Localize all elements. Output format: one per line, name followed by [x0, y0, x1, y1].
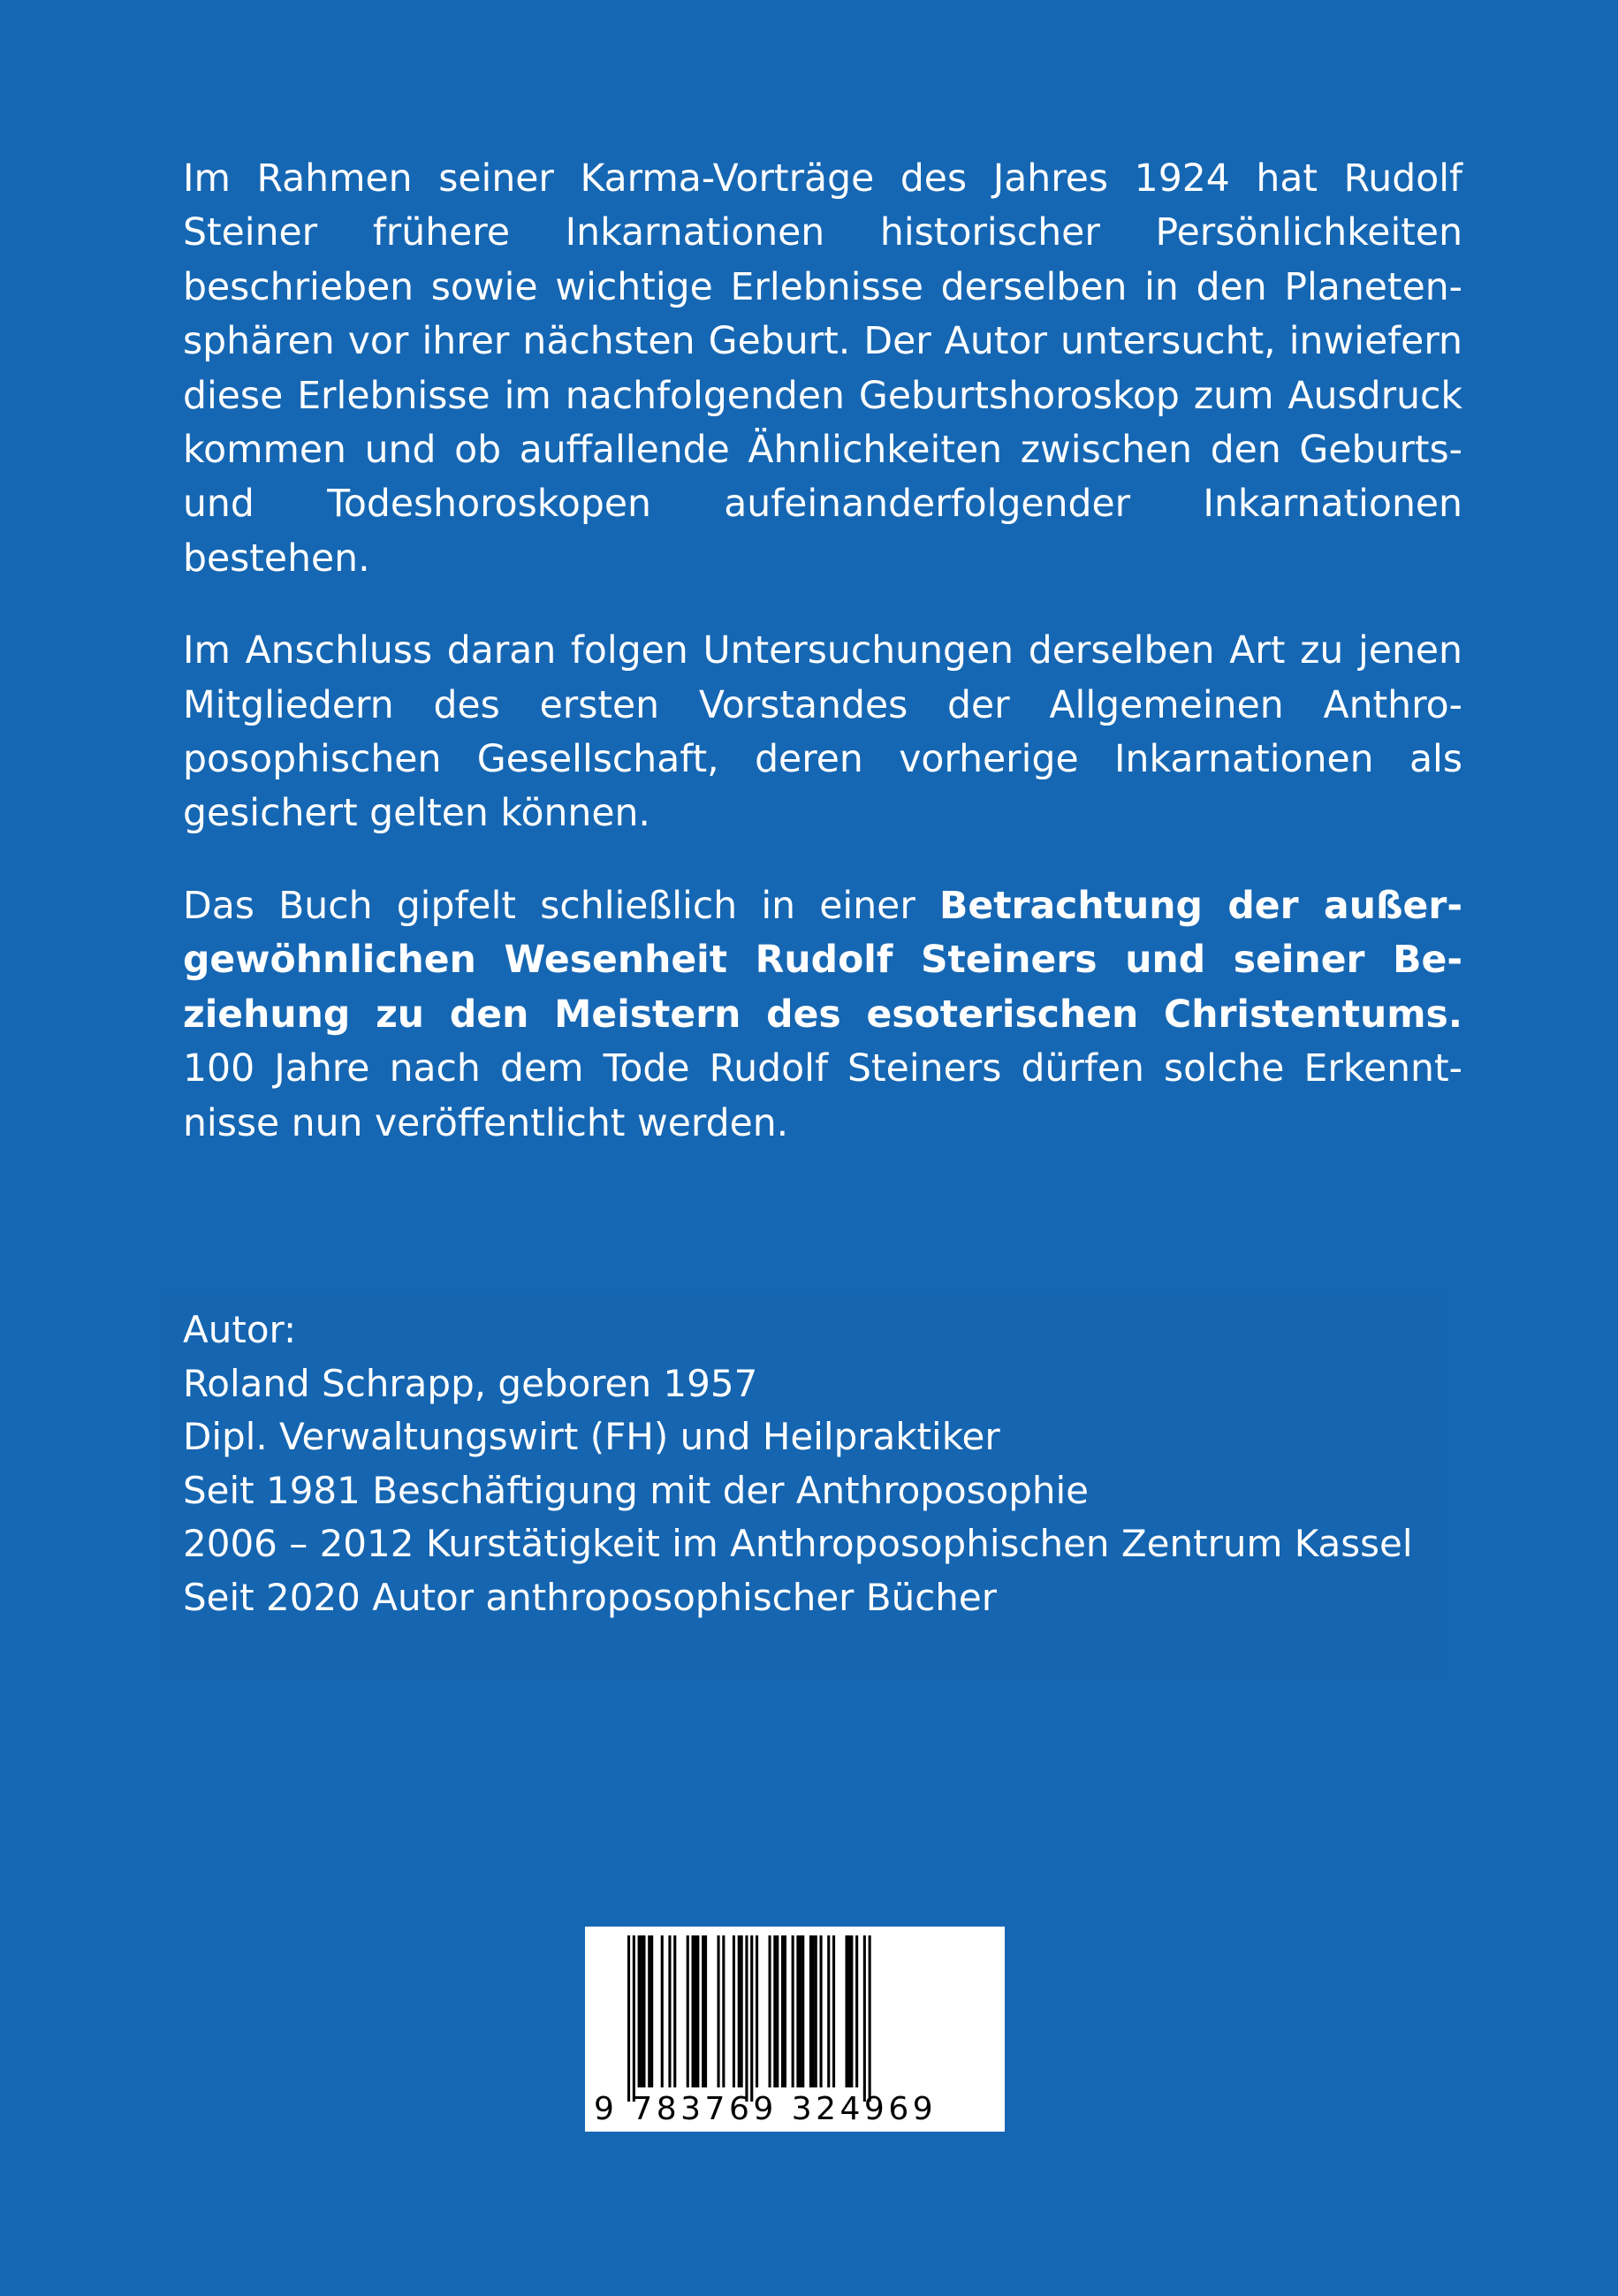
barcode-bar: [673, 1935, 676, 2087]
barcode-bar: [687, 1935, 689, 2087]
barcode-bar: [648, 1935, 650, 2087]
barcode-bar: [863, 1935, 866, 2102]
barcode-bar: [847, 1935, 850, 2087]
barcode-bar: [809, 1935, 812, 2087]
barcode-digits: 9 783769 324969: [594, 2091, 938, 2127]
barcode-bar: [784, 1935, 786, 2087]
barcode-bar: [750, 1935, 753, 2102]
barcode-bar: [846, 1935, 848, 2087]
barcode-bar: [718, 1935, 720, 2087]
barcode-bar: [815, 1935, 817, 2087]
author-line: Roland Schrapp, geboren 1957: [183, 1361, 758, 1405]
description-paragraph-1: Im Rahmen seiner Karma-Vorträge des Jahres 1924 hat Rudolf Steiner frühere Inkarnationen historischer Persönlichkeiten beschrieben sowie wichtige Erlebnisse derselben in den Planetensphären vor ihrer nächsten Geburt. Der Autor untersucht, inwiefern diese Erlebnisse im nachfolgenden Geburtshoroskop zum Ausdruck kommen und ob auffallende Ähnlichkeiten zwischen den Geburts- und Todeshoroskopen aufeinanderfolgender Inkarnationen bestehen.: [183, 157, 1462, 581]
barcode-bar: [776, 1935, 779, 2087]
author-line: Dipl. Verwaltungswirt (FH) und Heilpraktiker: [183, 1415, 1000, 1458]
barcode-bar: [773, 1935, 776, 2087]
barcode-bar: [769, 1935, 771, 2087]
barcode-bar: [650, 1935, 653, 2087]
paragraph-3-intro: Das Buch gipfelt schließlich in einer: [183, 884, 939, 928]
barcode-bar: [827, 1935, 830, 2087]
barcode-bar: [661, 1935, 664, 2087]
author-line: 2006 – 2012 Kurstätigkeit im Anthroposophischen Zentrum Kassel: [183, 1522, 1413, 1565]
barcode-bar: [855, 1935, 858, 2087]
barcode-bar: [642, 1935, 645, 2087]
barcode-bar: [627, 1935, 630, 2102]
barcode-bar: [820, 1935, 823, 2087]
author-info: [183, 1304, 1508, 1624]
description-paragraph-2: Im Anschluss daran folgen Untersuchungen derselben Art zu jenen Mitgliedern des ersten Vorstandes der Allgemeinen Anthroposophischen Gesellschaft, deren vorherige Inkarnationen als gesichert gelten können.: [183, 629, 1462, 836]
author-heading: Autor:: [183, 1308, 297, 1351]
barcode-bar: [692, 1935, 695, 2087]
barcode-bar: [781, 1935, 784, 2087]
barcode-bar: [694, 1935, 696, 2087]
barcode-bar: [638, 1935, 641, 2087]
book-description: [183, 152, 1462, 1189]
barcode-bar: [704, 1935, 707, 2087]
barcode-bar: [741, 1935, 743, 2087]
description-paragraph-3: [183, 879, 1462, 1151]
barcode-bar: [722, 1935, 725, 2087]
barcode-bar: [869, 1935, 871, 2102]
paragraph-3-emphasis: Betrachtung der außergewöhnlichen Wesenheit Rudolf Steiners und seiner Beziehung zu den Meistern des esoterischen Christentums.: [183, 884, 1462, 1037]
barcode-bar: [756, 1935, 758, 2087]
barcode-bar: [702, 1935, 704, 2087]
paragraph-3-outro: 100 Jahre nach dem Tode Rudolf Steiners dürfen solche Erkenntnisse nun veröffentlicht werden.: [183, 1047, 1462, 1145]
barcode-bar: [801, 1935, 804, 2087]
barcode-bar: [733, 1935, 735, 2087]
barcode-bar: [641, 1935, 643, 2087]
barcode-bar: [633, 1935, 635, 2102]
barcode-bar: [696, 1935, 699, 2087]
author-line: Seit 2020 Autor anthroposophischer Bücher: [183, 1575, 998, 1619]
barcode-bar: [812, 1935, 815, 2087]
isbn-barcode: [585, 1927, 1005, 2132]
barcode-bar: [738, 1935, 741, 2087]
author-line: Seit 1981 Beschäftigung mit der Anthroposophie: [183, 1468, 1090, 1512]
barcode-bar: [745, 1935, 748, 2102]
barcode-bar: [832, 1935, 835, 2087]
barcode-bar: [668, 1935, 671, 2087]
barcode-bar: [799, 1935, 801, 2087]
barcode-bar: [850, 1935, 853, 2087]
barcode-bar: [796, 1935, 799, 2087]
barcode-bar: [792, 1935, 794, 2087]
